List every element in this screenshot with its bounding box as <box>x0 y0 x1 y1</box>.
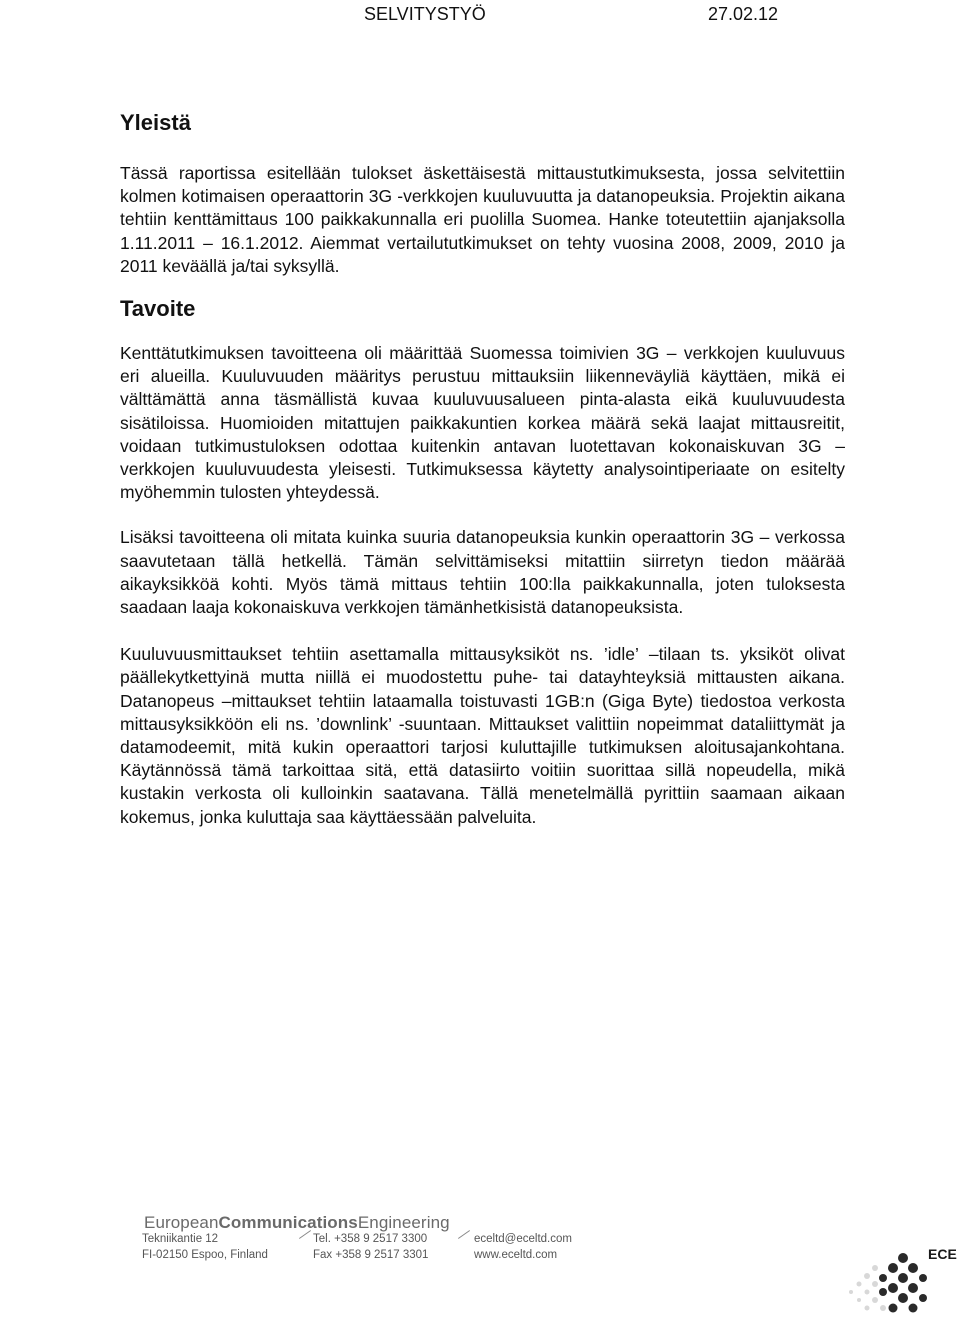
telephone: Tel. +358 9 2517 3300 <box>313 1233 428 1245</box>
street-address: Tekniikantie 12 <box>142 1233 219 1245</box>
fax: Fax +358 9 2517 3301 <box>313 1249 429 1261</box>
email-link[interactable]: eceltd@eceltd.com <box>474 1233 572 1245</box>
address-column <box>142 1231 268 1263</box>
heading-tavoite: Tavoite <box>120 296 196 322</box>
paragraph-coverage-goal: Kenttätutkimuksen tavoitteena oli määrittää Suomessa toimivien 3G – verkkojen kuuluvuus eri alueilla. Kuuluvuuden määritys perustuu mittauksiin liikenneväyliä käyttäen, mikä ei välttämättä anna täsmällistä kuvaa kuuluvuusalueen pinta-alasta eikä kuuluvuudesta sisätiloissa. Huomioiden mitattujen paikkakuntien korkea määrä sekä laajat mittausreitit, voidaan tutkimustuloksen odottaa kuitenkin antavan luotettavan kokonaiskuvan 3G – verkkojen kuuluvuudesta yleisesti. Tutkimuksessa käytetty analysointiperiaate on esitelty myöhemmin tulosten yhteydessä. <box>120 343 845 503</box>
divider-slash <box>458 1230 470 1239</box>
phone-column <box>313 1231 428 1263</box>
logo-text: ECE <box>928 1246 957 1262</box>
postal-address: FI-02150 Espoo, Finland <box>142 1249 268 1261</box>
document-body <box>120 108 845 829</box>
document-type: SELVITYSTYÖ <box>364 4 486 24</box>
paragraph-method: Kuuluvuusmittaukset tehtiin asettamalla mittausyksiköt ns. ’idle’ –tilaan ts. yksiköt olivat päällekytkettyinä mutta niillä ei muodostettu puhe- tai datayhteyksiä mittausten aikana. Datanopeus –mittaukset tehtiin lataamalla toistuvasti 1GB:n (Giga Byte) tiedostoa verkosta mittausyksikköön eli ns. ’downlink’ -suuntaan. Mittaukset valittiin nopeimmat dataliittymät ja datamodeemit, mitä kukin operaattori tarjosi kuluttajille tutkimuksen aloitusajankohtana. Käytännössä tämä tarkoittaa sitä, että datasiirto voitiin suorittaa sillä nopeudella, mikä kustakin verkosta oli kulloinkin saatavana. Tällä menetelmällä pyrittiin saamaan aikaan kokemus, jonka kuluttaja saa käyttäessään palveluita. <box>120 644 845 827</box>
website-link[interactable]: www.eceltd.com <box>474 1249 558 1261</box>
page-footer <box>0 1208 960 1323</box>
paragraph-speed-goal: Lisäksi tavoitteena oli mitata kuinka suuria datanopeuksia kunkin operaattorin 3G – verkossa saavutetaan tällä hetkellä. Tämän selvittämiseksi mitattiin siirretyn tiedon määrää aikayksikköä kohti. Myös tämä mittaus tehtiin 100:lla paikkakunnalla, joten tuloksesta saadaan laaja kokonaiskuva verkkojen tämänhetkisistä datanopeuksista. <box>120 527 845 618</box>
company-wordmark: EuropeanCommunicationsEngineering <box>144 1213 450 1232</box>
paragraph-intro: Tässä raportissa esitellään tulokset äskettäisestä mittaustutkimuksesta, jossa selvitettiin kolmen kotimaisen operaattorin 3G -verkkojen kuuluvuutta ja datanopeuksia. Projektin aikana tehtiin kenttämittaus 100 paikkakunnalla eri puolilla Suomea. Hanke toteutettiin ajanjaksolla 1.11.2011 – 16.1.2012. Aiemmat vertailututkimukset on tehty vuosina 2008, 2009, 2010 ja 2011 keväällä ja/tai syksyllä. <box>120 163 845 276</box>
page-header <box>0 4 960 28</box>
ece-logo-icon <box>845 1228 960 1323</box>
document-date: 27.02.12 <box>708 4 779 24</box>
contact-column <box>474 1231 572 1263</box>
heading-yleista: Yleistä <box>120 110 191 135</box>
